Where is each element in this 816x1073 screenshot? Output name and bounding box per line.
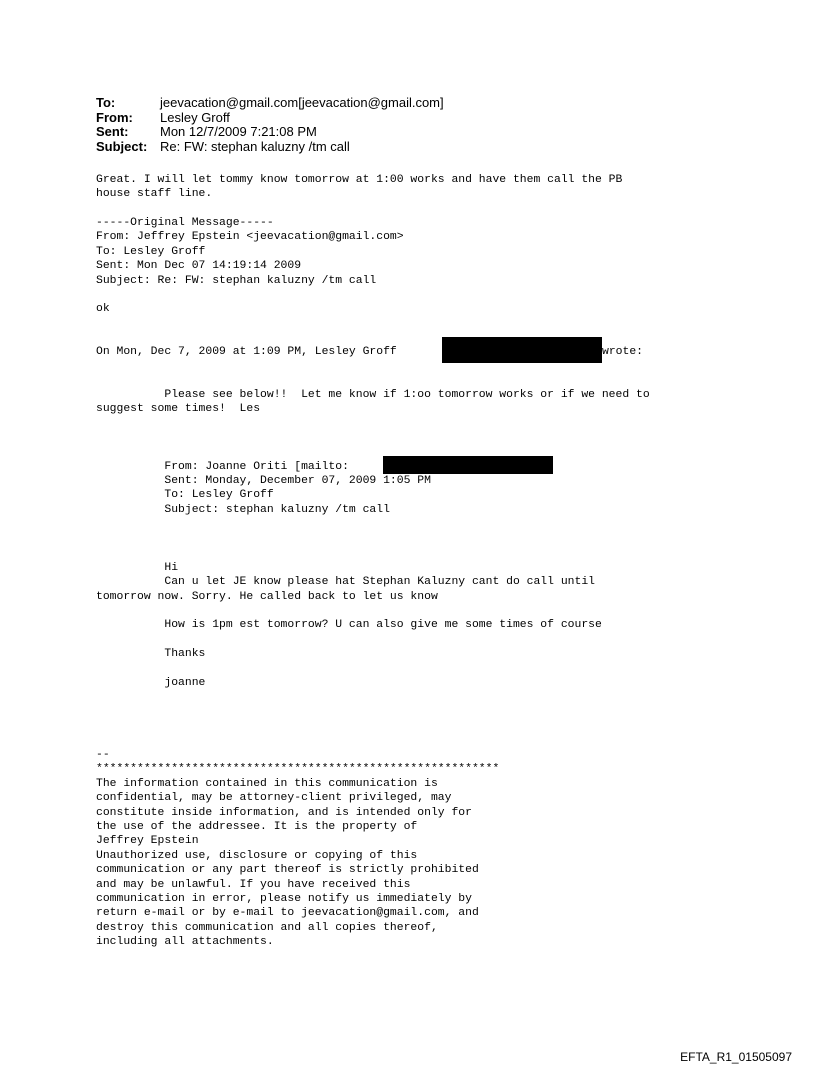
document-id: EFTA_R1_01505097 bbox=[680, 1050, 792, 1064]
disclaimer-line: and may be unlawful. If you have received this bbox=[96, 878, 411, 891]
sent-label: Sent: bbox=[96, 124, 129, 139]
original-sent: Sent: Mon Dec 07 14:19:14 2009 bbox=[96, 260, 302, 273]
les-line: suggest some times! Les bbox=[96, 403, 261, 416]
disclaimer-line: The information contained in this communication is bbox=[96, 777, 438, 790]
subject-label: Subject: bbox=[96, 138, 148, 154]
forwarded-sent: Sent: Monday, December 07, 2009 1:05 PM bbox=[96, 475, 431, 487]
disclaimer-lines bbox=[96, 777, 499, 950]
to-row bbox=[96, 96, 444, 111]
redaction-block bbox=[383, 456, 553, 474]
signature-line: joanne bbox=[96, 677, 206, 689]
thanks-line: Thanks bbox=[96, 648, 206, 660]
disclaimer-line: Jeffrey Epstein bbox=[96, 835, 199, 848]
can-line: Can u let JE know please hat Stephan Kaluzny cant do call until bbox=[96, 576, 595, 589]
forwarded-to: To: Lesley Groff bbox=[96, 489, 274, 502]
disclaimer-line: return e-mail or by e-mail to jeevacation@gmail.com, and bbox=[96, 907, 479, 920]
original-separator: -----Original Message----- bbox=[96, 217, 274, 229]
from-label: From: bbox=[96, 109, 133, 125]
from-row bbox=[96, 111, 444, 126]
redaction-block bbox=[442, 337, 602, 363]
disclaimer-line: Unauthorized use, disclosure or copying of this bbox=[96, 849, 418, 862]
on-date-suffix: wrote: bbox=[602, 346, 644, 358]
disclaimer-line: the use of the addressee. It is the property of bbox=[96, 821, 418, 834]
can-line: tomorrow now. Sorry. He called back to let us know bbox=[96, 590, 438, 603]
disclaimer-line: constitute inside information, and is intended only for bbox=[96, 806, 472, 819]
original-from: From: Jeffrey Epstein <jeevacation@gmail.com> bbox=[96, 231, 404, 244]
forwarded-subject: Subject: stephan kaluzny /tm call bbox=[96, 503, 390, 516]
joanne-message bbox=[96, 561, 595, 604]
forwarded-header-rest bbox=[96, 474, 431, 517]
subject-row bbox=[96, 140, 444, 155]
disclaimer-line: confidential, may be attorney-client privileged, may bbox=[96, 792, 452, 805]
disclaimer bbox=[96, 748, 499, 950]
disclaimer-line: communication in error, please notify us immediately by bbox=[96, 893, 472, 906]
disclaimer-line: communication or any part thereof is strictly prohibited bbox=[96, 864, 479, 877]
hi-line: Hi bbox=[96, 562, 179, 574]
reply-line: Great. I will let tommy know tomorrow at 1:00 works and have them call the PB bbox=[96, 174, 623, 186]
dash-line: -- bbox=[96, 749, 110, 761]
how-line: How is 1pm est tomorrow? U can also give me some times of course bbox=[96, 619, 602, 631]
reply-text bbox=[96, 173, 622, 202]
subject-value: Re: FW: stephan kaluzny /tm call bbox=[160, 138, 350, 154]
sent-row bbox=[96, 125, 444, 140]
email-header bbox=[96, 96, 444, 154]
to-value: jeevacation@gmail.com[jeevacation@gmail.com] bbox=[160, 95, 444, 110]
to-label: To: bbox=[96, 95, 116, 110]
star-line: *********************************************************** bbox=[96, 763, 500, 776]
ok-text: ok bbox=[96, 303, 110, 315]
on-date-prefix: On Mon, Dec 7, 2009 at 1:09 PM, Lesley Groff bbox=[96, 346, 397, 358]
les-line: Please see below!! Let me know if 1:oo tomorrow works or if we need to bbox=[96, 389, 650, 401]
original-subject: Subject: Re: FW: stephan kaluzny /tm call bbox=[96, 274, 377, 287]
disclaimer-line: including all attachments. bbox=[96, 936, 274, 949]
from-value: Lesley Groff bbox=[160, 109, 230, 125]
original-to: To: Lesley Groff bbox=[96, 245, 206, 258]
les-message bbox=[96, 388, 650, 417]
reply-line: house staff line. bbox=[96, 188, 213, 201]
forwarded-from: From: Joanne Oriti [mailto: bbox=[96, 461, 349, 473]
original-message-header bbox=[96, 216, 404, 288]
disclaimer-line: destroy this communication and all copies thereof, bbox=[96, 921, 438, 934]
sent-value: Mon 12/7/2009 7:21:08 PM bbox=[160, 124, 317, 139]
